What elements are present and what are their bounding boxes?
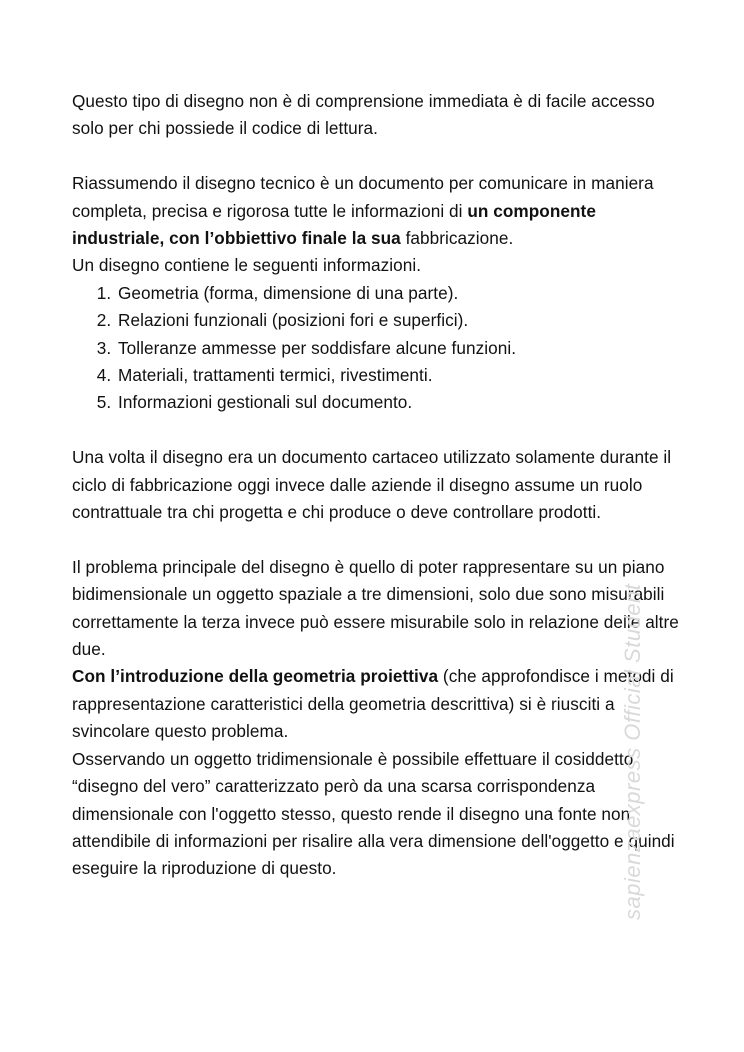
paragraph-observation: Osservando un oggetto tridimensionale è possibile effettuare il cosiddetto “disegno del vero” caratterizzato però da una scarsa corrispondenza dimensionale con l'oggetto stesso, questo rende il disegno una fonte non attendibile di informazioni per risalire alla vera dimensione dell'oggetto e quindi eseguire la riproduzione di questo. [72, 748, 675, 879]
list-item: 1. Geometria (forma, dimensione di una parte). [116, 280, 684, 307]
summary-text-bold: un componente industriale, con l’obbiettivo finale la sua [72, 200, 596, 249]
paragraph-gap [72, 526, 684, 553]
paragraph-projective-geometry [72, 663, 684, 745]
paragraph-intro: Questo tipo di disegno non è di comprensione immediata è di facile accesso solo per chi possiede il codice di lettura. [72, 91, 655, 139]
paragraph-gap [72, 143, 684, 170]
paragraph-summary [72, 170, 684, 252]
paragraph-history: Una volta il disegno era un documento cartaceo utilizzato solamente durante il ciclo di fabbricazione oggi invece dalle aziende il disegno assume un ruolo contrattuale tra chi progetta e chi produce o deve controllare prodotti. [72, 447, 672, 523]
list-item: 3. Tolleranze ammesse per soddisfare alcune funzioni. [116, 335, 684, 362]
paragraph-problem: Il problema principale del disegno è quello di poter rappresentare su un piano bidimensionale un oggetto spaziale a tre dimensioni, solo due sono misurabili correttamente la terza invece può essere misurabile solo in relazione delle altre due. [72, 556, 679, 660]
watermark-text: sapienzaexpress Official Student [620, 583, 645, 920]
list-item: 2. Relazioni funzionali (posizioni fori e superfici). [116, 307, 684, 334]
information-list [72, 280, 684, 417]
projective-geometry-rest: (che approfondisce i metodi di rappresentazione caratteristici della geometria descrittiva) si è riusciti a svincolare questo problema. [72, 666, 674, 742]
list-item: 4. Materiali, trattamenti termici, rivestimenti. [116, 362, 684, 389]
summary-text-start: Riassumendo il disegno tecnico è un documento per comunicare in maniera completa, precisa e rigorosa tutte le informazioni di [72, 173, 654, 221]
document-page [72, 88, 684, 883]
summary-text-end: fabbricazione. [400, 228, 514, 249]
list-item: 5. Informazioni gestionali sul documento. [116, 389, 684, 416]
projective-geometry-bold: Con l’introduzione della geometria proiettiva [72, 666, 439, 687]
paragraph-gap [72, 417, 684, 444]
paragraph-list-intro: Un disegno contiene le seguenti informazioni. [72, 255, 422, 276]
